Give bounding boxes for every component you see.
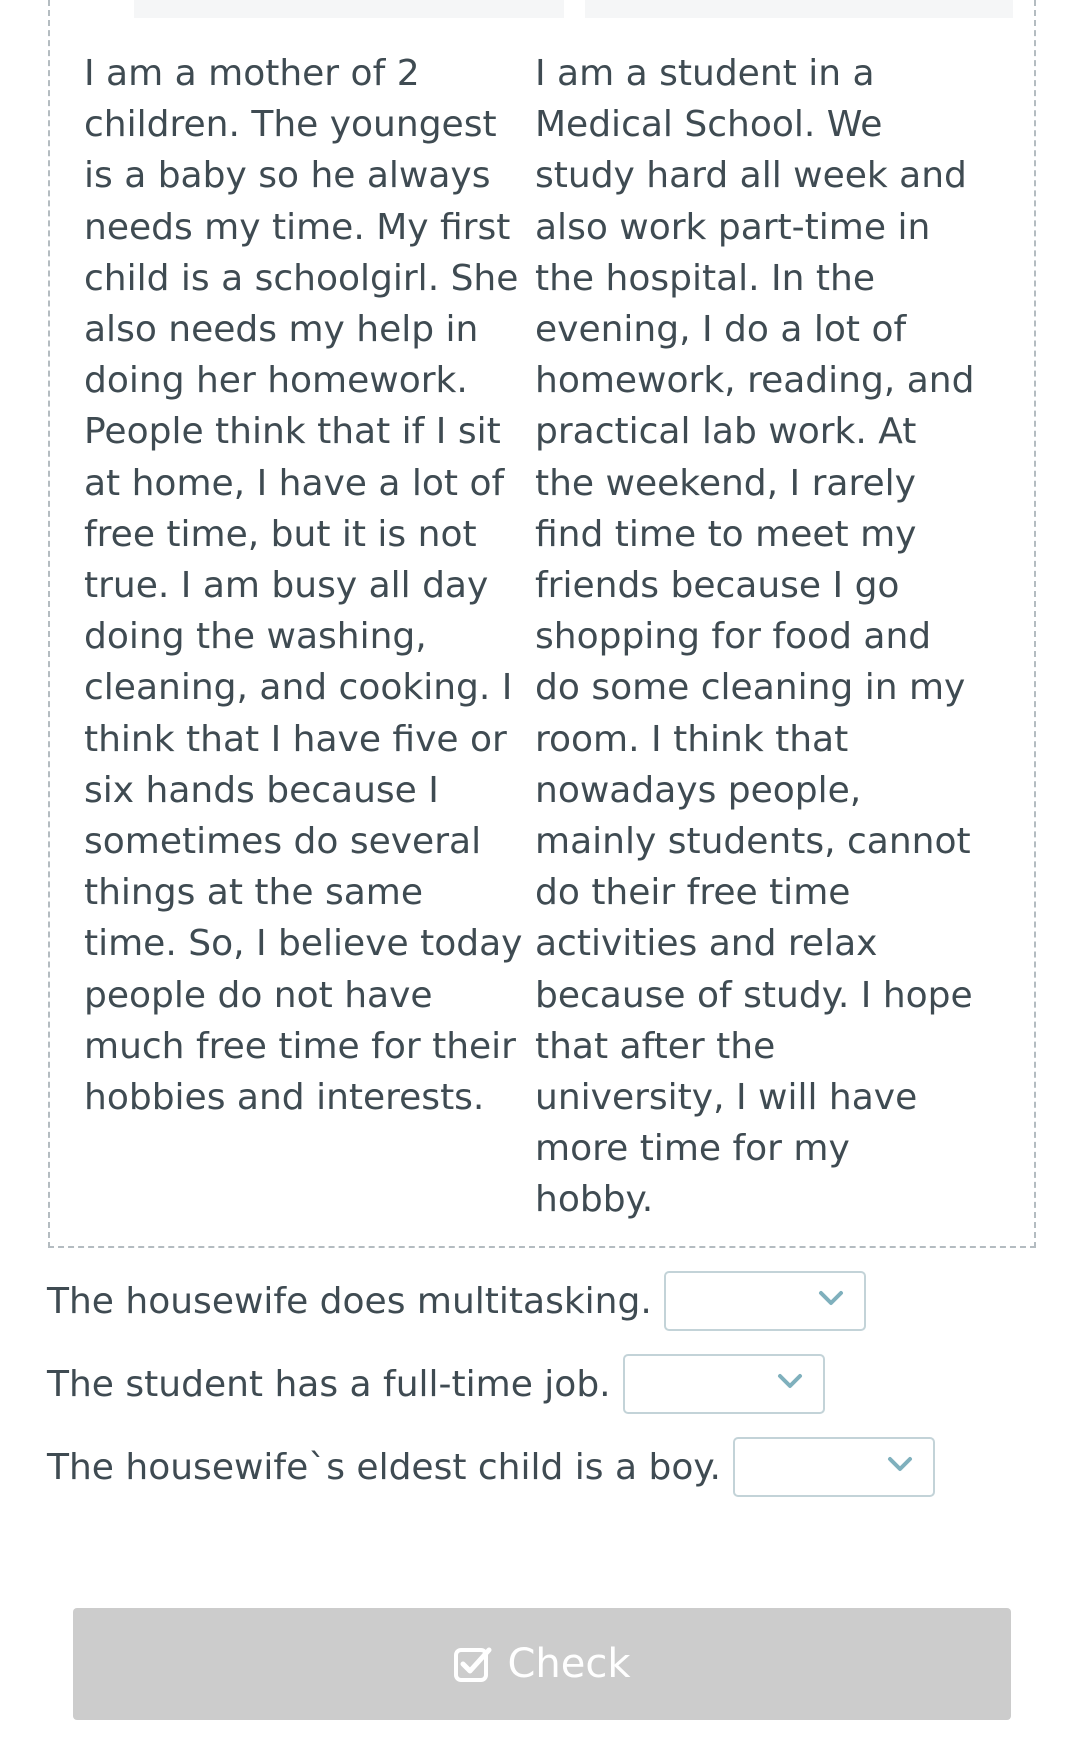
- chevron-down-icon: [887, 1455, 913, 1473]
- chevron-down-icon: [818, 1289, 844, 1307]
- chevron-down-icon: [777, 1372, 803, 1390]
- question-1-select[interactable]: [664, 1271, 866, 1331]
- student-text: I am a student in a Medical School. We study hard all week and also work part-time in the hospital. In the evening, I do a lot of homework, reading, and practical lab work. At the weekend, I rarely find time to meet my friends because I go shopping for food and do some cleaning in my room. I think that nowadays people, mainly students, cannot do their free time activities and relax because of study. I hope that after the university, I will have more time for my hobby.: [535, 53, 975, 1221]
- housewife-text: I am a mother of 2 children. The youngest is a baby so he always needs my time. My first child is a schoolgirl. She also needs my help in doing her homework. People think that if I sit at home, I have a lot of free time, but it is not true. I am busy all day doing the washing, cleaning, and cooking. I think that I have five or six hands because I sometimes do several things at the same time. So, I believe today people do not have much free time for their hobbies and interests.: [84, 53, 523, 1119]
- housewife-image: [134, 0, 564, 18]
- checkbox-check-icon: [453, 1644, 493, 1684]
- question-2-select[interactable]: [623, 1354, 825, 1414]
- question-3-statement: The housewife`s eldest child is a boy.: [47, 1446, 721, 1488]
- check-button-label: Check: [507, 1641, 631, 1687]
- check-button[interactable]: [73, 1608, 1011, 1720]
- question-2: [47, 1354, 825, 1414]
- question-2-statement: The student has a full-time job.: [47, 1363, 611, 1405]
- question-3-select[interactable]: [733, 1437, 935, 1497]
- question-1-statement: The housewife does multitasking.: [47, 1280, 652, 1322]
- question-1: [47, 1271, 866, 1331]
- student-image: [585, 0, 1013, 18]
- question-3: [47, 1437, 935, 1497]
